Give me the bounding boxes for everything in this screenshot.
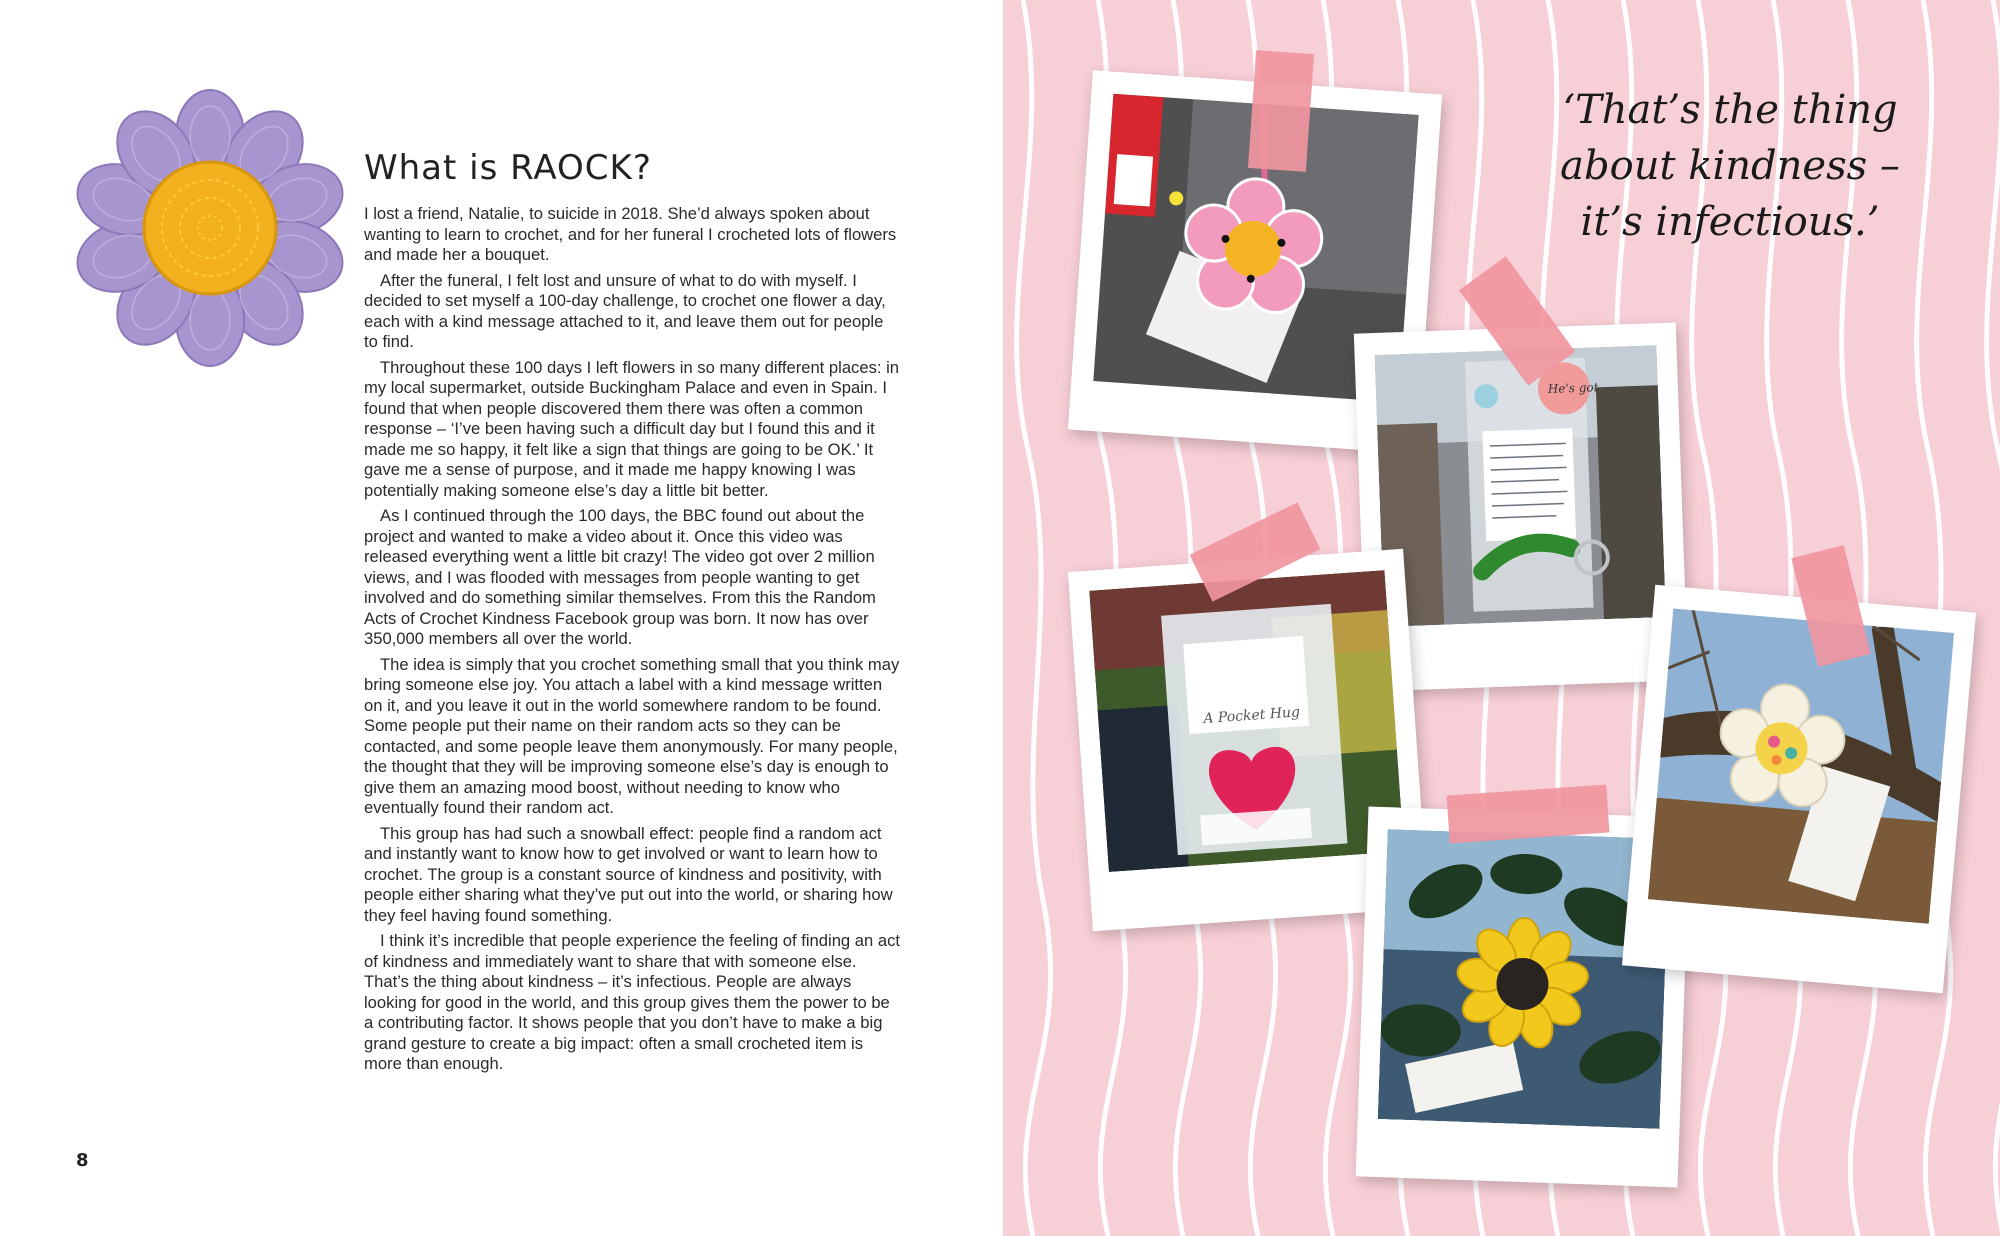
polaroid-tree-flower	[1622, 585, 1976, 994]
grinch-tag-text: He's got	[1547, 380, 1599, 396]
article-paragraph: This group has had such a snowball effect: people find a random act and instantly want to know how to get involved or want to learn how to crochet. The group is a constant source of kindness and positivity, with people either sharing what they’ve put out into the world, or sharing how they feel having found something.	[364, 823, 893, 925]
article-title: What is RAOCK?	[364, 148, 652, 188]
quote-line: ‘That’s the thing	[1562, 87, 1898, 133]
pocket-hug-label: A Pocket Hug	[1202, 704, 1301, 728]
photo-sunflower	[1378, 829, 1670, 1129]
article-paragraph: I think it’s incredible that people experience the feeling of finding an act of kindness and immediately want to share that with someone else. That’s the thing about kindness – it’s infectious. People are always looking for good in the world, and this group gives them the power to be a contributing factor. It shows people that you don’t have to make a big grand gesture to create a big impact: often a small crocheted item is more than enough.	[364, 931, 900, 1073]
quote-line: it’s infectious.’	[1580, 199, 1880, 245]
article-paragraph: After the funeral, I felt lost and unsure of what to do with myself. I decided to set myself a 100-day challenge, to crochet one flower a day, each with a kind message attached to it, and leave them out for people to find.	[364, 270, 886, 351]
article-paragraph: The idea is simply that you crochet something small that you think may bring someone else joy. You attach a label with a kind message written on it, and you leave it out in the world somewhere random to be found. Some people put their name on their random acts so they can be contacted, and some people leave them anonymously. For many people, the thought that they will be improving someone else’s day is enough to give them an amazing mood boost, without needing to know who eventually found their random act.	[364, 654, 900, 817]
quote-line: about kindness –	[1560, 143, 1900, 189]
article-body	[364, 204, 900, 1080]
article-paragraph: I lost a friend, Natalie, to suicide in 2018. She’d always spoken about wanting to learn to crochet, and for her funeral I crocheted lots of flowers and made her a bouquet.	[364, 204, 897, 264]
photo-tree-flower	[1648, 608, 1954, 923]
pull-quote	[1540, 82, 1920, 250]
crochet-flower-image	[70, 88, 350, 368]
photo-keyring	[1375, 345, 1666, 627]
tape-strip	[1248, 50, 1314, 172]
photo-pocket-hug	[1089, 570, 1404, 872]
article-paragraph: Throughout these 100 days I left flowers in so many different places: in my local supermarket, outside Buckingham Palace and even in Spain. I found that when people discovered them there was often a common response – ‘I’ve been having such a difficult day but I found this and it made me so happy, it felt like a sign that things are going to be OK.’ It gave me a sense of purpose, and it made me happy knowing I was potentially making someone else’s day a little bit better.	[364, 357, 900, 500]
page-number: 8	[76, 1150, 89, 1171]
article-paragraph: As I continued through the 100 days, the BBC found out about the project and wanted to make a video about it. Once this video was released everything went a little bit crazy! The video got over 2 million views, and I was flooded with messages from people wanting to get involved and do something similar themselves. From this the Random Acts of Crochet Kindness Facebook group was born. It now has over 350,000 members all over the world.	[364, 506, 876, 648]
